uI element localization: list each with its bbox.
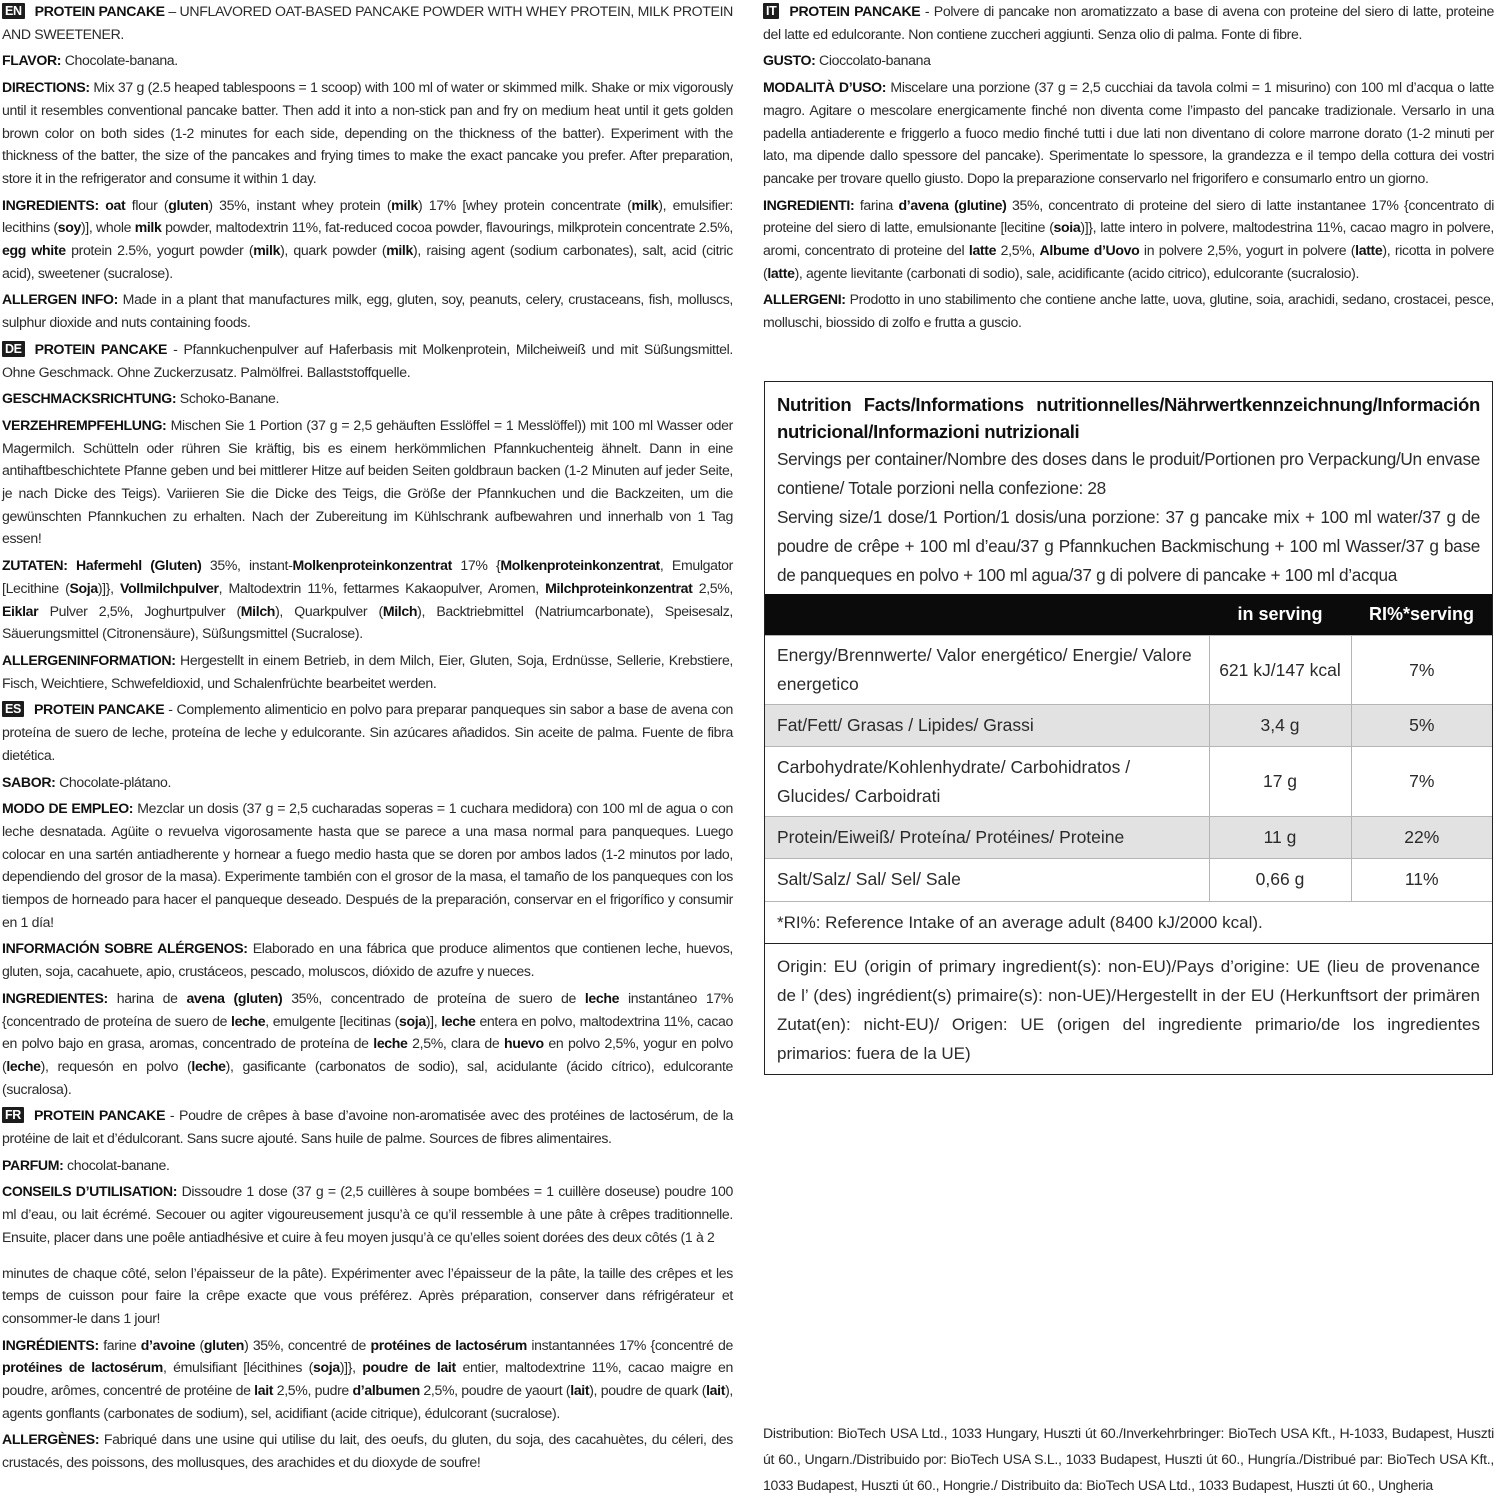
right-column xyxy=(763,0,1494,338)
en-intro xyxy=(2,0,733,45)
es-ingredients: INGREDIENTES: harina de avena (gluten) 35%, concentrado de proteína de suero de leche instantáneo 17% {concentrado de proteína de suero de leche, emulgente [lecitinas (soja)], leche entera en polvo, maltodextrina 11%, cacao en polvo bajo en grasa, aromas, concentrado de proteína de leche 2,5%, clara de huevo en polvo 2,5%, yogur en polvo (leche), requesón en polvo (leche), gasificante (carbonatos de sodio), sal, acidulante (ácido cítrico), edulcorante (sucralosa). xyxy=(2,989,734,1097)
nutrient-ri: 22% xyxy=(1351,817,1492,859)
fr-allergen-info: ALLERGÈNES: Fabriqué dans une usine qui utilise du lait, des oeufs, du gluten, du soja, des cacahuètes, du céleri, des crustacés, des poissons, des mollusques, des arachides et du dioxyde de soufre! xyxy=(2,1431,733,1471)
de-allergen-info: ALLERGENINFORMATION: Hergestellt in einem Betrieb, in dem Milch, Eier, Gluten, Soja, Erdnüsse, Sellerie, Krebstiere, Fisch, Weichtiere, Schwefeldioxid, und Schalenfrüchte bearbeitet werden. xyxy=(2,651,733,691)
fr-product-title: PROTEIN PANCAKE xyxy=(33,1107,166,1124)
table-row xyxy=(765,705,1492,747)
en-product-title: PROTEIN PANCAKE xyxy=(34,3,165,19)
it-allergen-info: ALLERGENI: Prodotto in uno stabilimento che contiene anche latte, uova, glutine, soia, arachidi, sedano, crostacei, pesce, molluschi, biossido di zolfo e frutta a guscio. xyxy=(763,291,1494,331)
nutrition-title: Nutrition Facts/Informations nutritionnelles/Nährwertkennzeichnung/Información nutricional/Informazioni nutrizionali xyxy=(777,394,1480,442)
nutrition-table xyxy=(765,594,1492,901)
table-row xyxy=(765,747,1492,817)
nutrient-label: Carbohydrate/Kohlenhydrate/ Carbohidratos / Glucides/ Carboidrati xyxy=(765,747,1209,817)
nutrition-header xyxy=(765,382,1492,594)
nutrient-value: 17 g xyxy=(1209,747,1351,817)
reference-intake-note: *RI%: Reference Intake of an average adult (8400 kJ/2000 kcal). xyxy=(765,901,1492,943)
it-intro: IT PROTEIN PANCAKE - Polvere di pancake non aromatizzato a base di avena con proteine del siero di latte, proteine del latte ed edulcorante. Non contiene zuccheri aggiunti. Senza olio di palma. Fonte di fibre. xyxy=(763,3,1494,42)
en-flavor: FLAVOR: Chocolate-banana. xyxy=(2,52,178,69)
de-product-title: PROTEIN PANCAKE xyxy=(34,340,168,357)
header-nutrient xyxy=(765,594,1209,636)
distribution-info: Distribution: BioTech USA Ltd., 1033 Hungary, Huszti út 60./Inverkehrbringer: BioTech USA Kft., H-1033, Budapest, Huszti út 60., Ungarn./Distribuido por: BioTech USA S.L., 1033 Budapest, Huszti út 60., Hungría./Distribué par: BioTech USA Kft., 1033 Budapest, Huszti út 60., Hongrie./ Distribuito da: BioTech USA Ltd., 1033 Budapest, Huszti út 60., Ungheria xyxy=(763,1425,1494,1493)
nutrient-value: 0,66 g xyxy=(1209,859,1351,901)
fr-directions: CONSEILS D’UTILISATION: Dissoudre 1 dose (37 g = (2,5 cuillères à soupe bombées = 1 cuillère doseuse) poudre 100 ml d’eau, ou lait écrémé. Secouer ou agiter vigoureusement jusqu’à ce qu’il ressemble à une pâte à crêpes traditionnelle. Ensuite, placer dans une poêle antiadhésive et cuire à feu moyen jusqu’à ce qu’elles soient dorées des deux côtés (1 à 2 xyxy=(2,1183,733,1245)
nutrient-value: 3,4 g xyxy=(1209,705,1351,747)
de-language-badge: DE xyxy=(2,341,25,357)
fr-flavor: PARFUM: chocolat-banane. xyxy=(2,1156,170,1173)
es-intro: ES PROTEIN PANCAKE - Complemento alimenticio en polvo para preparar panqueques sin sabor a base de avena con proteína de suero de leche, proteína de leche y edulcorante. Sin azúcares añadidos. Sin aceite de palma. Fuente de fibra dietética. xyxy=(2,701,733,763)
serving-size: Serving size/1 dose/1 Portion/1 dosis/una porzione: 37 g pancake mix + 100 ml water/37 g de poudre de crêpe + 100 ml d’eau/37 g Pfannkuchen Backmischung + 100 ml Wasser/37 g base de panqueques en polvo + 100 ml agua/37 g di polvere di pancake + 100 ml d’acqua xyxy=(777,507,1480,585)
es-directions: MODO DE EMPLEO: Mezclar un dosis (37 g = 2,5 cucharadas soperas = 1 cuchara medidora) con 100 ml de agua o con leche desnatada. Agüite o revuelva vigorosamente hasta que se parece a una masa normal para panqueques. Luego colocar en una sartén antiadherente y hornear a fuego medio hasta que se doren por ambos lados (1-2 minutos por lado, dependiendo del grosor de la masa). Experimente también con el grosor de la masa, el tamaño de los panqueques con los tiempos de horneado para hacer el panqueque deseado. Después de la preparación, conservar en el frigorífico y consumir en 1 día! xyxy=(2,800,733,930)
nutrient-label: Protein/Eiweiß/ Proteína/ Protéines/ Proteine xyxy=(765,817,1209,859)
left-column xyxy=(2,0,733,1478)
it-ingredients: INGREDIENTI: farina d’avena (glutine) 35%, concentrato di proteine del siero di latte instantanee 17% {concentrato di proteine del siero di latte, emulsionante [lecitine (soia)]}, latte intero in polvere, maltodestrina 11%, cacao magro in polvere, aromi, concentrato di proteine del latte 2,5%, Albume d’Uovo in polvere 2,5%, yogurt in polvere (latte), ricotta in polvere (latte), agente lievitante (carbonati di sodio), sale, acidificante (acido citrico), edulcorante (sucralosio). xyxy=(763,196,1494,281)
it-directions: MODALITÀ D’USO: Miscelare una porzione (37 g = 2,5 cucchiai da tavola colmi = 1 misurino) con 100 ml d’acqua o latte magro. Agitare o mescolare energicamente finché non diventa come l’impasto del pancake tradizionale. Versarlo in una padella antiaderente e friggerlo a fuoco medio finché tutti i due lati non diventano di colore marrone dorato (1-2 minuti per lato, ma dipende dallo spessore del pancake). Sperimentate lo spessore, la grandezza e il tempo della cottura dei vostri pancake per trovare quello giusto. Dopo la preparazione conservarlo nel frigorifero e consumarlo entro un giorno. xyxy=(763,79,1494,186)
nutrition-table-header xyxy=(765,594,1492,636)
origin-statement: Origin: EU (origin of primary ingredient(s): non-EU)/Pays d’origine: UE (lieu de provenance de l’ (des) ingrédient(s) primaire(s): non-UE)/Hergestellt in der EU (Herkunftsort der primären Zutat(en): nicht-EU)/ Origen: UE (origen del ingrediente primario/de los ingredientes primarios: fuera de la UE) xyxy=(765,943,1492,1074)
es-flavor: SABOR: Chocolate-plátano. xyxy=(2,773,172,790)
nutrient-value: 621 kJ/147 kcal xyxy=(1209,636,1351,705)
en-language-badge: EN xyxy=(2,3,25,19)
it-language-badge: IT xyxy=(763,3,779,19)
de-flavor: GESCHMACKSRICHTUNG: Schoko-Banane. xyxy=(2,390,280,407)
de-intro: DE PROTEIN PANCAKE - Pfannkuchenpulver auf Haferbasis mit Molkenprotein, Milcheiweiß und mit Süßungsmittel. Ohne Geschmack. Ohne Zuckerzusatz. Palmölfrei. Ballaststoffquelle. xyxy=(2,340,733,380)
nutrient-ri: 5% xyxy=(1351,705,1492,747)
nutrient-value: 11 g xyxy=(1209,817,1351,859)
fr-intro: FR PROTEIN PANCAKE - Poudre de crêpes à base d’avoine non-aromatisée avec des protéines de lactosérum, de la protéine de lait et d’édulcorant. Sans sucre ajouté. Sans huile de palme. Sources de fibres alimentaires. xyxy=(2,1107,733,1147)
en-allergen-info: ALLERGEN INFO: Made in a plant that manufactures milk, egg, gluten, soy, peanuts, celery, crustaceans, fish, molluscs, sulphur dioxide and nuts containing foods. xyxy=(2,291,734,331)
nutrient-ri: 11% xyxy=(1351,859,1492,901)
it-product-title: PROTEIN PANCAKE xyxy=(789,3,921,19)
fr-ingredients: INGRÉDIENTS: farine d’avoine (gluten) 35%, concentré de protéines de lactosérum instantannées 17% {concentré de protéines de lactosérum, émulsifiant [lécithines (soja)]}, poudre de lait entier, maltodextrine 11%, cacao maigre en poudre, arômes, concentré de protéine de lait 2,5%, pudre d’albumen 2,5%, poudre de yaourt (lait), poudre de quark (lait), agents gonflants (carbonates de sodium), sel, acidifiant (acide citrique), édulcorant (sucralose). xyxy=(2,1336,733,1421)
es-product-title: PROTEIN PANCAKE xyxy=(33,701,165,718)
table-row xyxy=(765,817,1492,859)
fr-language-badge: FR xyxy=(2,1107,24,1123)
en-directions: DIRECTIONS: Mix 37 g (2.5 heaped tablespoons = 1 scoop) with 100 ml of water or skimmed milk. Shake or mix vigorously until it resembles conventional pancake batter. Then add it into a non-stick pan and fry on medium heat until it gets golden brown color on both sides (1-2 minutes for each side, depending on the thickness of the batter). Experiment with the thickness of the batter, the size of the pancakes and frying times to make the exact pancake you prefer. After preparation, store it in the refrigerator and consume it within 1 day. xyxy=(2,79,733,186)
nutrition-facts-panel xyxy=(764,381,1493,1075)
fr-directions-continued: minutes de chaque côté, selon l’épaisseur de la pâte). Expérimenter avec l’épaisseur de la pâte, la taille des crêpes et les temps de cuisson pour faire la crêpe exacte que vous préférez. Après préparation, conserver dans réfrigérateur et consommer-le dans 1 jour! xyxy=(2,1264,733,1326)
en-intro-text: – UNFLAVORED OAT-BASED PANCAKE POWDER WITH WHEY PROTEIN, MILK PROTEIN AND SWEETENER. xyxy=(2,3,733,42)
es-language-badge: ES xyxy=(2,701,24,717)
table-row xyxy=(765,859,1492,901)
nutrient-ri: 7% xyxy=(1351,747,1492,817)
it-flavor: GUSTO: Cioccolato-banana xyxy=(763,52,931,69)
servings-per-container: Servings per container/Nombre des doses dans le produit/Portionen pro Verpackung/Un envase contiene/ Totale porzioni nella confezione: 28 xyxy=(777,449,1480,498)
de-ingredients: ZUTATEN: Hafermehl (Gluten) 35%, instant-Molkenproteinkonzentrat 17% {Molkenproteinkonzentrat, Emulgator [Lecithine (Soja)]}, Vollmilchpulver, Maltodextrin 11%, fettarmes Kakaopulver, Aromen, Milchproteinkonzentrat 2,5%, Eiklar Pulver 2,5%, Joghurtpulver (Milch), Quarkpulver (Milch), Backtriebmittel (Natriumcarbonate), Speisesalz, Säuerungsmittel (Citronensäure), Süßungsmittel (Sucralose). xyxy=(2,557,733,642)
header-ri-serving: RI%*serving xyxy=(1351,594,1492,636)
nutrient-label: Salt/Salz/ Sal/ Sel/ Sale xyxy=(765,859,1209,901)
en-ingredients: INGREDIENTS: oat flour (gluten) 35%, instant whey protein (milk) 17% [whey protein concentrate (milk), emulsifier: lecithins (soy)], whole milk powder, maltodextrin 11%, fat-reduced cocoa powder, flavourings, milkprotein concentrate 2.5%, egg white protein 2.5%, yogurt powder (milk), quark powder (milk), raising agent (sodium carbonates), salt, acid (citric acid), sweetener (sucralose). xyxy=(2,196,733,281)
nutrient-label: Energy/Brennwerte/ Valor energético/ Energie/ Valore energetico xyxy=(765,636,1209,705)
header-in-serving: in serving xyxy=(1209,594,1351,636)
table-row xyxy=(765,636,1492,705)
es-allergen-info: INFORMACIÓN SOBRE ALÉRGENOS: Elaborado en una fábrica que produce alimentos que contienen leche, huevos, gluten, soja, cacahuete, apio, crustáceos, pescado, moluscos, dióxido de azufre y nueces. xyxy=(2,940,733,980)
nutrient-label: Fat/Fett/ Grasas / Lipides/ Grassi xyxy=(765,705,1209,747)
nutrient-ri: 7% xyxy=(1351,636,1492,705)
de-directions: VERZEHREMPFEHLUNG: Mischen Sie 1 Portion (37 g = 2,5 gehäuften Esslöffel = 1 Messlöffel)) mit 100 ml Wasser oder Magermilch. Schütteln oder rühren Sie kräftig, bis es einem herkömmlichen Pfannkuchenteig ähnelt. Dann in eine antihaftbeschichtete Pfanne geben und bei mittlerer Hitze auf beiden Seiten goldbraun backen (1-2 Minuten auf jeder Seite, je nach Dicke des Teigs). Variieren Sie die Dicke des Teigs, die Größe der Pfannkuchen und die Backzeiten, um die gewünschten Pfannkuchen zu erhalten. Nach der Zubereitung im Kühlschrank aufbewahren und innerhalb von 1 Tag essen! xyxy=(2,416,733,547)
